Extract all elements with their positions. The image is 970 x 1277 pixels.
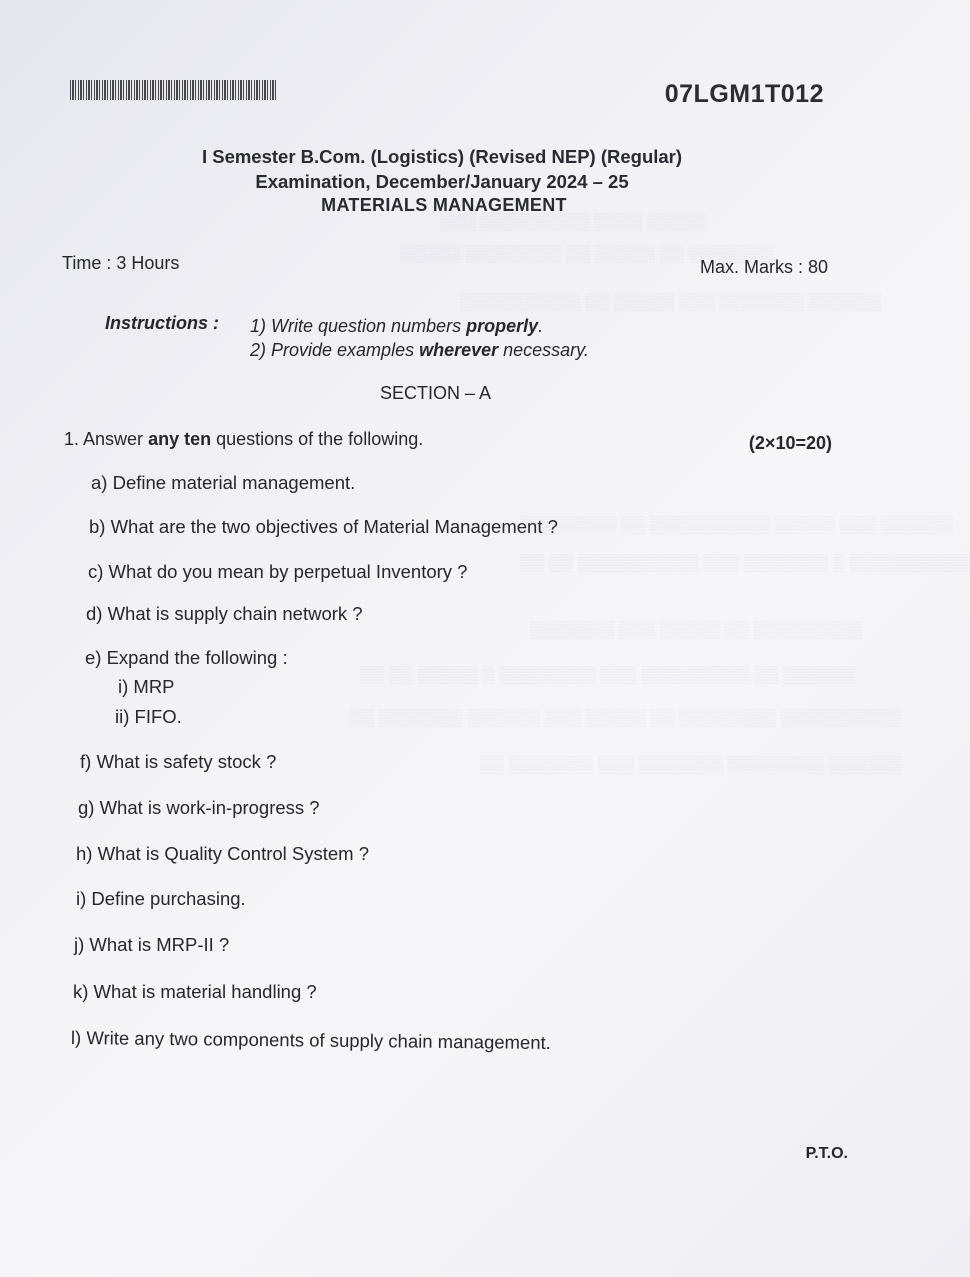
bleed-through-texture: ▒▒▒▒▒▒ ▒▒▒ ▒▒▒▒▒ ▒▒▒▒▒▒▒▒▒▒ ▒▒ ▒▒▒▒▒▒▒▒ [520,515,954,534]
paper-code: 07LGM1T012 [664,80,824,108]
question-part-e: e) Expand the following : [85,647,288,668]
instruction-item: 2) Provide examples wherever necessary. [250,340,589,360]
question-part-f: f) What is safety stock ? [80,751,277,772]
question-1-stem: 1. Answer any ten questions of the following. [64,429,424,449]
subject-title: MATERIALS MANAGEMENT [321,195,567,215]
bleed-through-texture: ▒▒▒▒▒▒ ▒▒▒▒▒▒▒▒ ▒▒▒▒▒▒▒ ▒▒▒ ▒▒▒▒▒▒▒ ▒▒ [480,755,902,774]
bleed-through-texture: ▒▒▒▒▒▒▒ ▒▒ ▒▒▒▒▒ ▒▒ ▒▒▒▒▒▒▒▒ ▒▒▒▒▒ [400,244,773,263]
question-part-k: k) What is material handling ? [73,981,317,1002]
exam-duration: Time : 3 Hours [62,253,180,273]
section-heading: SECTION – A [380,383,492,403]
question-1-marks: (2×10=20) [748,433,832,453]
question-part-b: b) What are the two objectives of Material Management ? [89,516,558,537]
please-turn-over: P.T.O. [805,1145,848,1162]
bleed-through-texture: ▒▒▒▒▒▒▒▒▒ ▒▒ ▒▒▒▒▒ ▒▒▒ ▒▒▒▒▒▒▒ [530,620,863,639]
question-part-e-ii: ii) FIFO. [115,706,182,727]
question-part-g: g) What is work-in-progress ? [78,797,320,818]
bleed-through-texture: ▒▒▒▒▒▒▒▒▒▒ ▒ ▒▒▒▒▒▒▒ ▒▒▒ ▒▒▒▒▒▒▒▒▒▒ ▒▒ ▒▒ [520,553,970,572]
question-part-i: i) Define purchasing. [76,888,246,909]
question-part-l: l) Write any two components of supply chain management. [70,1027,551,1054]
barcode [70,80,276,100]
instructions-label: Instructions : [105,313,220,333]
bleed-through-texture: ▒▒▒▒▒▒▒▒▒▒ ▒▒▒▒▒▒▒▒ ▒▒ ▒▒▒▒▒ ▒▒▒ ▒▒▒▒▒▒ ▒▒▒▒▒▒▒ ▒▒ [350,708,901,727]
question-part-e-i: i) MRP [118,676,175,697]
question-part-c: c) What do you mean by perpetual Inventory ? [88,561,468,582]
bleed-through-texture: ▒▒▒▒▒▒ ▒▒▒▒▒▒▒ ▒▒▒ ▒▒▒▒▒ ▒▒ ▒▒▒▒▒▒▒▒▒▒ [460,292,882,311]
max-marks: Max. Marks : 80 [699,257,828,277]
exam-session: Examination, December/January 2024 – 25 [255,171,629,192]
bleed-through-texture: ▒▒▒▒▒ ▒▒▒▒ ▒▒▒▒▒▒▒▒▒ ▒▒▒ [440,212,708,231]
question-part-j: j) What is MRP-II ? [74,934,230,955]
bleed-through-texture: ▒▒▒▒▒▒ ▒▒ ▒▒▒▒▒▒▒▒▒ ▒▒▒ ▒▒▒▒▒▒▒▒ ▒ ▒▒▒▒▒ ▒▒ ▒▒ [360,665,856,684]
question-part-h: h) What is Quality Control System ? [76,843,370,864]
course-title: I Semester B.Com. (Logistics) (Revised NEP) (Regular) [201,146,683,167]
question-part-d: d) What is supply chain network ? [86,603,363,624]
question-part-a: a) Define material management. [91,472,356,493]
instruction-item: 1) Write question numbers properly. [250,316,544,336]
